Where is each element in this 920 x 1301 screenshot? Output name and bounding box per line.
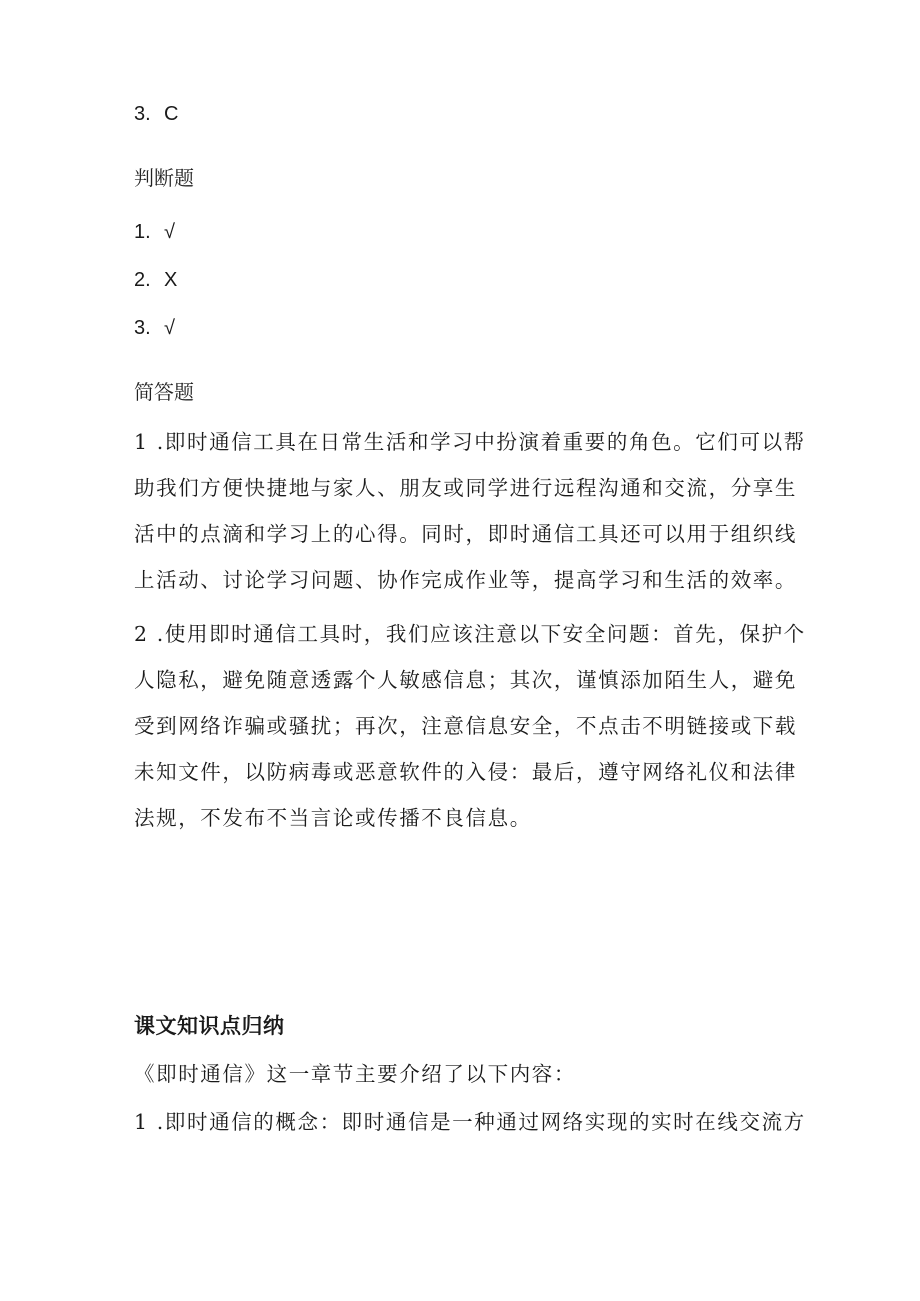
judgement-section-title: 判断题	[134, 166, 194, 190]
summary-intro: 《即时通信》这一章节主要介绍了以下内容：	[134, 1062, 576, 1086]
judgement-answer-2	[134, 266, 177, 294]
short-answer-2-line: 未知文件，以防病毒或恶意软件的入侵：最后，遵守网络礼仪和法律	[134, 760, 797, 784]
judgement-answer-3	[134, 314, 175, 342]
judgement-answer-number: 1.	[134, 221, 151, 243]
choice-answer-number: 3.	[134, 103, 151, 125]
judgement-answer-value: X	[164, 269, 178, 291]
summary-point-1: 1 .即时通信的概念：即时通信是一种通过网络实现的实时在线交流方	[134, 1110, 806, 1134]
judgement-answer-number: 3.	[134, 317, 151, 339]
judgement-answer-value: √	[164, 317, 175, 339]
short-answer-2-line: 受到网络诈骗或骚扰；再次，注意信息安全，不点击不明链接或下载	[134, 714, 797, 738]
judgement-answer-1	[134, 218, 175, 246]
short-answer-2-line: 人隐私，避免随意透露个人敏感信息；其次，谨慎添加陌生人，避免	[134, 668, 797, 692]
short-answer-1-line: 1 .即时通信工具在日常生活和学习中扮演着重要的角色。它们可以帮	[134, 430, 806, 454]
short-answer-2-line: 法规，不发布不当言论或传播不良信息。	[134, 806, 532, 830]
short-answer-1-line: 上活动、讨论学习问题、协作完成作业等，提高学习和生活的效率。	[134, 568, 797, 592]
short-answer-1-line: 助我们方便快捷地与家人、朋友或同学进行远程沟通和交流，分享生	[134, 476, 797, 500]
short-answer-1-line: 活中的点滴和学习上的心得。同时，即时通信工具还可以用于组织线	[134, 522, 797, 546]
choice-answer-3	[134, 100, 178, 128]
judgement-answer-number: 2.	[134, 269, 151, 291]
judgement-answer-value: √	[164, 221, 175, 243]
choice-answer-value: C	[164, 103, 179, 125]
summary-heading: 课文知识点归纳	[134, 1014, 285, 1038]
short-answer-section-title: 简答题	[134, 380, 194, 404]
short-answer-2-line: 2 .使用即时通信工具时，我们应该注意以下安全问题：首先，保护个	[134, 622, 806, 646]
